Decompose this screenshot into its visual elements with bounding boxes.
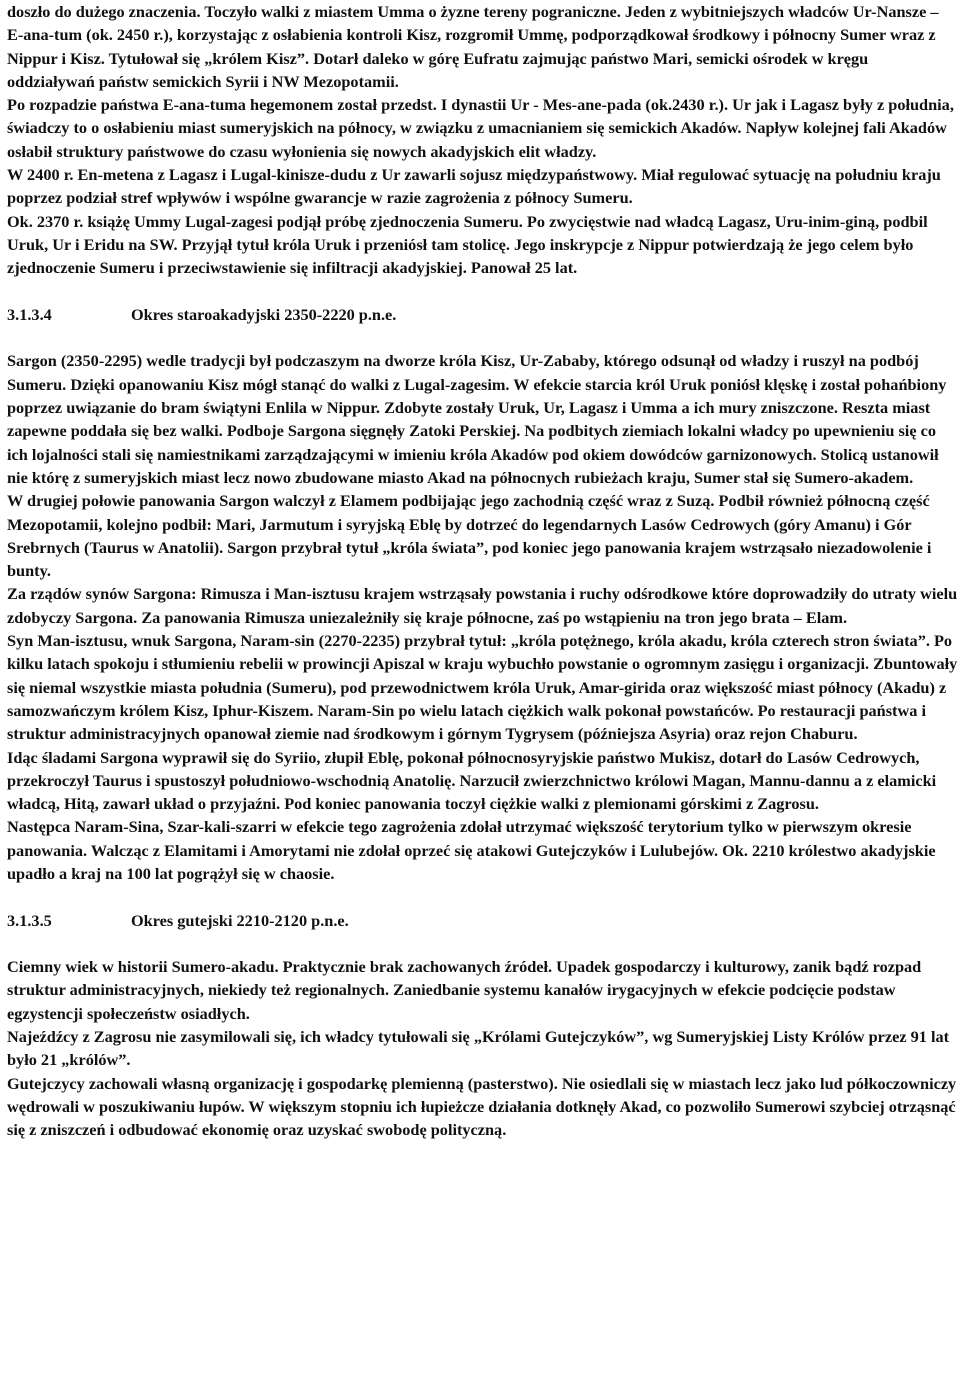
paragraph: Następca Naram-Sina, Szar-kali-szarri w efekcie tego zagrożenia zdołał utrzymać większość terytorium tylko w pierwszym okresie panowania. Walcząc z Elamitami i Amorytami nie zdołał oprzeć się atakowi Gutejczyków i Lulubejów. Ok. 2210 królestwo akadyjskie upadło a kraj na 100 lat pogrążył się w chaosie.	[7, 817, 936, 883]
paragraph: Idąc śladami Sargona wyprawił się do Syriio, złupił Eblę, pokonał północnosyryjskie państwo Mukisz, dotarł do Lasów Cedrowych, przekroczył Taurus i spustoszył południowo-wschodnią Anatolię. Narzucił zwierzchnictwo królowi Magan, Mannu-dannu a z elamicki władcą, Hitą, zawarł układ o przyjaźni. Pod koniec panowania toczył ciężkie walki z plemionami górskimi z Zagrosu.	[7, 747, 937, 814]
paragraph: Ok. 2370 r. książę Ummy Lugal-zagesi podjął próbę zjednoczenia Sumeru. Po zwycięstwie nad władcą Lagasz, Uru-inim-giną, podbil Uruk, Ur i Eridu na SW. Przyjął tytuł króla Uruk i przeniósł tam stolicę. Jego inskrypcje z Nippur potwierdzają że jego celem było zjednoczenie Sumeru i przeciwstawienie się infiltracji akadyjskiej. Panował 25 lat.	[7, 211, 928, 278]
section-number: 3.1.3.4	[7, 304, 52, 324]
paragraph: W 2400 r. En-metena z Lagasz i Lugal-kinisze-dudu z Ur zawarli sojusz międzypaństwowy. Miał regulować sytuację na południu kraju poprzez podział stref wpływów i wspólne gwarancje w razie zagrożenia z północy Sumeru.	[7, 165, 941, 208]
paragraph: Syn Man-isztusu, wnuk Sargona, Naram-sin (2270-2235) przybrał tytuł: „króla potężnego, króla akadu, króla czterech stron świata”. Po kilku latach spokoju i stłumieniu rebelii w prowincji Apiszal w kraju wybuchło powstanie o ogromnym zasięgu i organizacji. Zbuntowały się niemal wszystkie miasta południa (Sumeru), pod przewodnictwem króla Uruk, Amar-girida oraz większość miast północy (Akadu) z samozwańczym królem Kisz, Iphur-Kiszem. Naram-Sin po wielu latach ciężkich walk pokonał powstańców. Po restauracji państwa i struktur administracyjnych opanował ziemie nad środkowym i górnym Tygrysem (późniejsza Asyria) oraz rejon Chaburu.	[7, 631, 958, 744]
section-number: 3.1.3.5	[7, 910, 52, 930]
paragraph: Sargon (2350-2295) wedle tradycji był podczaszym na dworze króla Kisz, Ur-Zababy, którego odsunął od władzy i ruszył na podbój Sumeru. Dzięki opanowaniu Kisz mógł stanąć do walki z Lugal-zagesim. W efekcie starcia król Uruk poniósł klęskę i został pohańbiony poprzez uwiązanie do bram świątyni Enlila w Nippur. Zdobyte zostały Uruk, Ur, Lagasz i Umma a ich mury zniszczone. Reszta miast zapewne poddała się bez walki. Podboje Sargona sięgnęły Zatoki Perskiej. Na podbitych ziemiach lokalni władcy po upewnieniu się co ich lojalności stali się namiestnikami zarządzającymi w imieniu króla Akadów pod okiem dowódców garnizonowych. Stolicą ustanowił nie którę z sumeryjskich miast lecz nowo zbudowane miasto Akad na północnych rubieżach kraju, Sumer stał się Sumero-akadem.	[7, 351, 947, 487]
spacer	[7, 932, 958, 955]
section-heading	[7, 909, 958, 932]
paragraph: Gutejczycy zachowali własną organizację i gospodarkę plemienną (pasterstwo). Nie osiedlali się w miastach lecz jako lud półkoczowniczy wędrowali w poszukiwaniu łupów. W większym stopniu ich łupieżcze działania dotknęły Akad, co pozwoliło Sumerowi szybciej otrząsnąć się z zniszczeń i odbudować ekonomię oraz uzyskać swobodę polityczną.	[7, 1073, 957, 1140]
paragraph: W drugiej połowie panowania Sargon walczył z Elamem podbijając jego zachodnią część wraz z Suzą. Podbił również północną część Mezopotamii, kolejno podbił: Mari, Jarmutum i syryjską Eblę by dotrzeć do legendarnych Lasów Cedrowych (góry Amanu) i Gór Srebrnych (Taurus w Anatolii). Sargon przybrał tytuł „króla świata”, pod koniec jego panowania krajem wstrząsało niezadowolenie i bunty.	[7, 491, 932, 581]
section-heading	[7, 303, 958, 326]
paragraph: doszło do dużego znaczenia. Toczyło walki z miastem Umma o żyzne tereny pograniczne. Jeden z wybitniejszych władców Ur-Nansze – E-ana-tum (ok. 2450 r.), korzystając z osłabienia kontroli Kisz, rozgromił Ummę, podporządkował środkowy i północny Sumer wraz z Nippur i Kisz. Tytułował się „królem Kisz”. Dotarł daleko w górę Eufratu zajmując państwo Mari, semicki ośrodek w kręgu oddziaływań państw semickich Syrii i NW Mezopotamii.	[7, 2, 939, 91]
spacer	[7, 280, 958, 303]
paragraph: Po rozpadzie państwa E-ana-tuma hegemonem został przedst. I dynastii Ur - Mes-ane-pada (ok.2430 r.). Ur jak i Lagasz były z południa, świadczy to o osłabieniu miast sumeryjskich na północy, w związku z umacnianiem się semickich Akadów. Napływ kolejnej fali Akadów osłabił struktury państwowe do czasu wyłonienia się nowych akadyjskich elit władzy.	[7, 95, 954, 161]
paragraph: Za rządów synów Sargona: Rimusza i Man-isztusu krajem wstrząsały powstania i ruchy odśrodkowe które doprowadziły do utraty wielu zdobyczy Sargona. Za panowania Rimusza uniezależniły się kraje północne, zaś po wstąpieniu na tron jego brata – Elam.	[7, 584, 958, 627]
spacer	[7, 885, 958, 908]
section-title: Okres staroakadyjski 2350-2220 p.n.e.	[131, 304, 397, 324]
section-title: Okres gutejski 2210-2120 p.n.e.	[131, 910, 349, 930]
spacer	[7, 326, 958, 349]
paragraph: Najeźdźcy z Zagrosu nie zasymilowali się, ich władcy tytułowali się „Królami Gutejczyków”, wg Sumeryjskiej Listy Królów przez 91 lat było 21 „królów”.	[7, 1027, 950, 1070]
paragraph: Ciemny wiek w historii Sumero-akadu. Praktycznie brak zachowanych źródeł. Upadek gospodarczy i kulturowy, zanik bądź rozpad struktur administracyjnych, niekiedy też regionalnych. Zaniedbanie systemu kanałów irygacyjnych w efekcie podcięcie podstaw egzystencji społeczeństw osiadłych.	[7, 957, 922, 1023]
